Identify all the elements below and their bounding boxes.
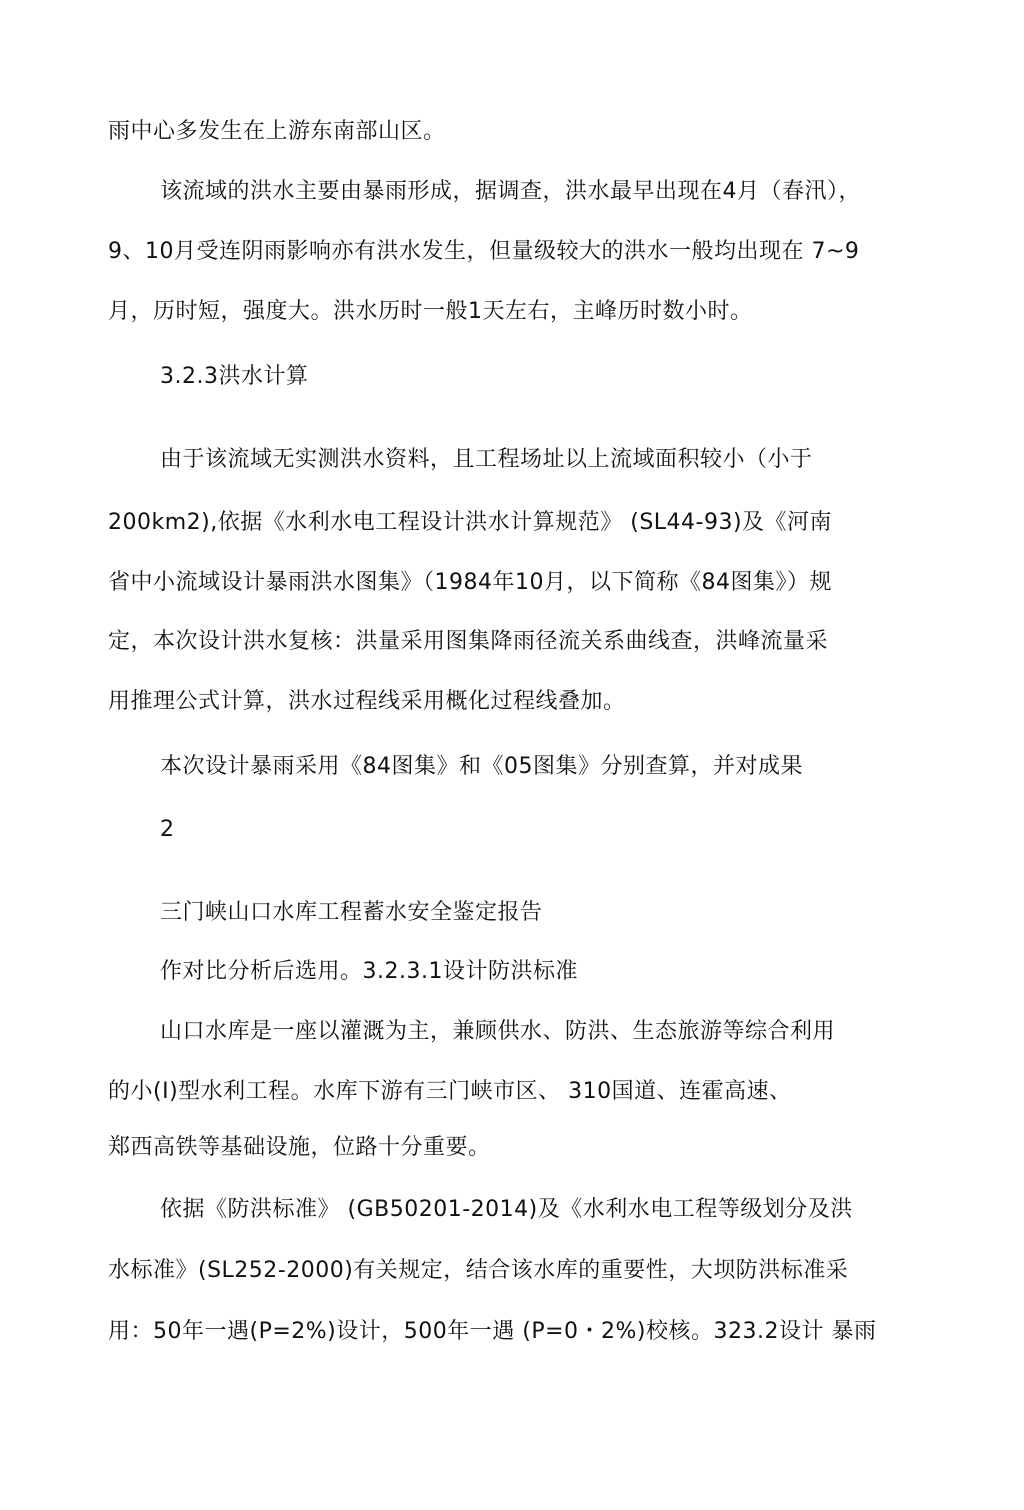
text-line-2: 该流域的洪水主要由暴雨形成，据调查，洪水最早出现在4月（春汛）， (160, 179, 861, 204)
text-line-9: 定，本次设计洪水复核：洪量采用图集降雨径流关系曲线查，洪峰流量采 (108, 629, 829, 654)
text-line-14: 作对比分析后选用。3.2.3.1设计防洪标准 (160, 959, 578, 984)
text-line-16: 的小(I)型水利工程。水库下游有三门峡市区、 310国道、连霍高速、 (108, 1079, 792, 1104)
text-line-1: 雨中心多发生在上游东南部山区。 (108, 119, 446, 144)
running-header: 三门峡山口水库工程蓄水安全鉴定报告 (160, 900, 543, 925)
text-line-20: 用：50年一遇(P=2%)设计，500年一遇 (P=0・2%)校核。323.2设计 暴雨 (108, 1319, 877, 1344)
text-line-8: 省中小流域设计暴雨洪水图集》（1984年10月，以下简称《84图集》）规 (108, 570, 832, 595)
text-line-15: 山口水库是一座以灌溉为主，兼顾供水、防洪、生态旅游等综合利用 (160, 1019, 836, 1044)
page-number: 2 (160, 817, 175, 842)
text-line-17: 郑西高铁等基础设施，位路十分重要。 (108, 1135, 491, 1160)
text-line-10: 用推理公式计算，洪水过程线采用概化过程线叠加。 (108, 689, 626, 714)
text-line-3: 9、10月受连阴雨影响亦有洪水发生，但量级较大的洪水一般均出现在 7~9 (108, 239, 860, 264)
text-line-4: 月，历时短，强度大。洪水历时一般1天左右，主峰历时数小时。 (108, 299, 753, 324)
text-line-11: 本次设计暴雨采用《84图集》和《05图集》分别查算，并对成果 (160, 754, 803, 779)
text-line-7: 200km2),依据《水利水电工程设计洪水计算规范》 (SL44-93)及《河南 (108, 510, 833, 535)
text-line-19: 水标准》(SL252-2000)有关规定，结合该水库的重要性，大坝防洪标准采 (108, 1258, 849, 1283)
text-line-18: 依据《防洪标准》 (GB50201-2014)及《水利水电工程等级划分及洪 (160, 1197, 853, 1222)
text-line-6: 由于该流域无实测洪水资料，且工程场址以上流域面积较小（小于 (160, 447, 813, 472)
section-heading-3-2-3: 3.2.3洪水计算 (160, 364, 309, 389)
